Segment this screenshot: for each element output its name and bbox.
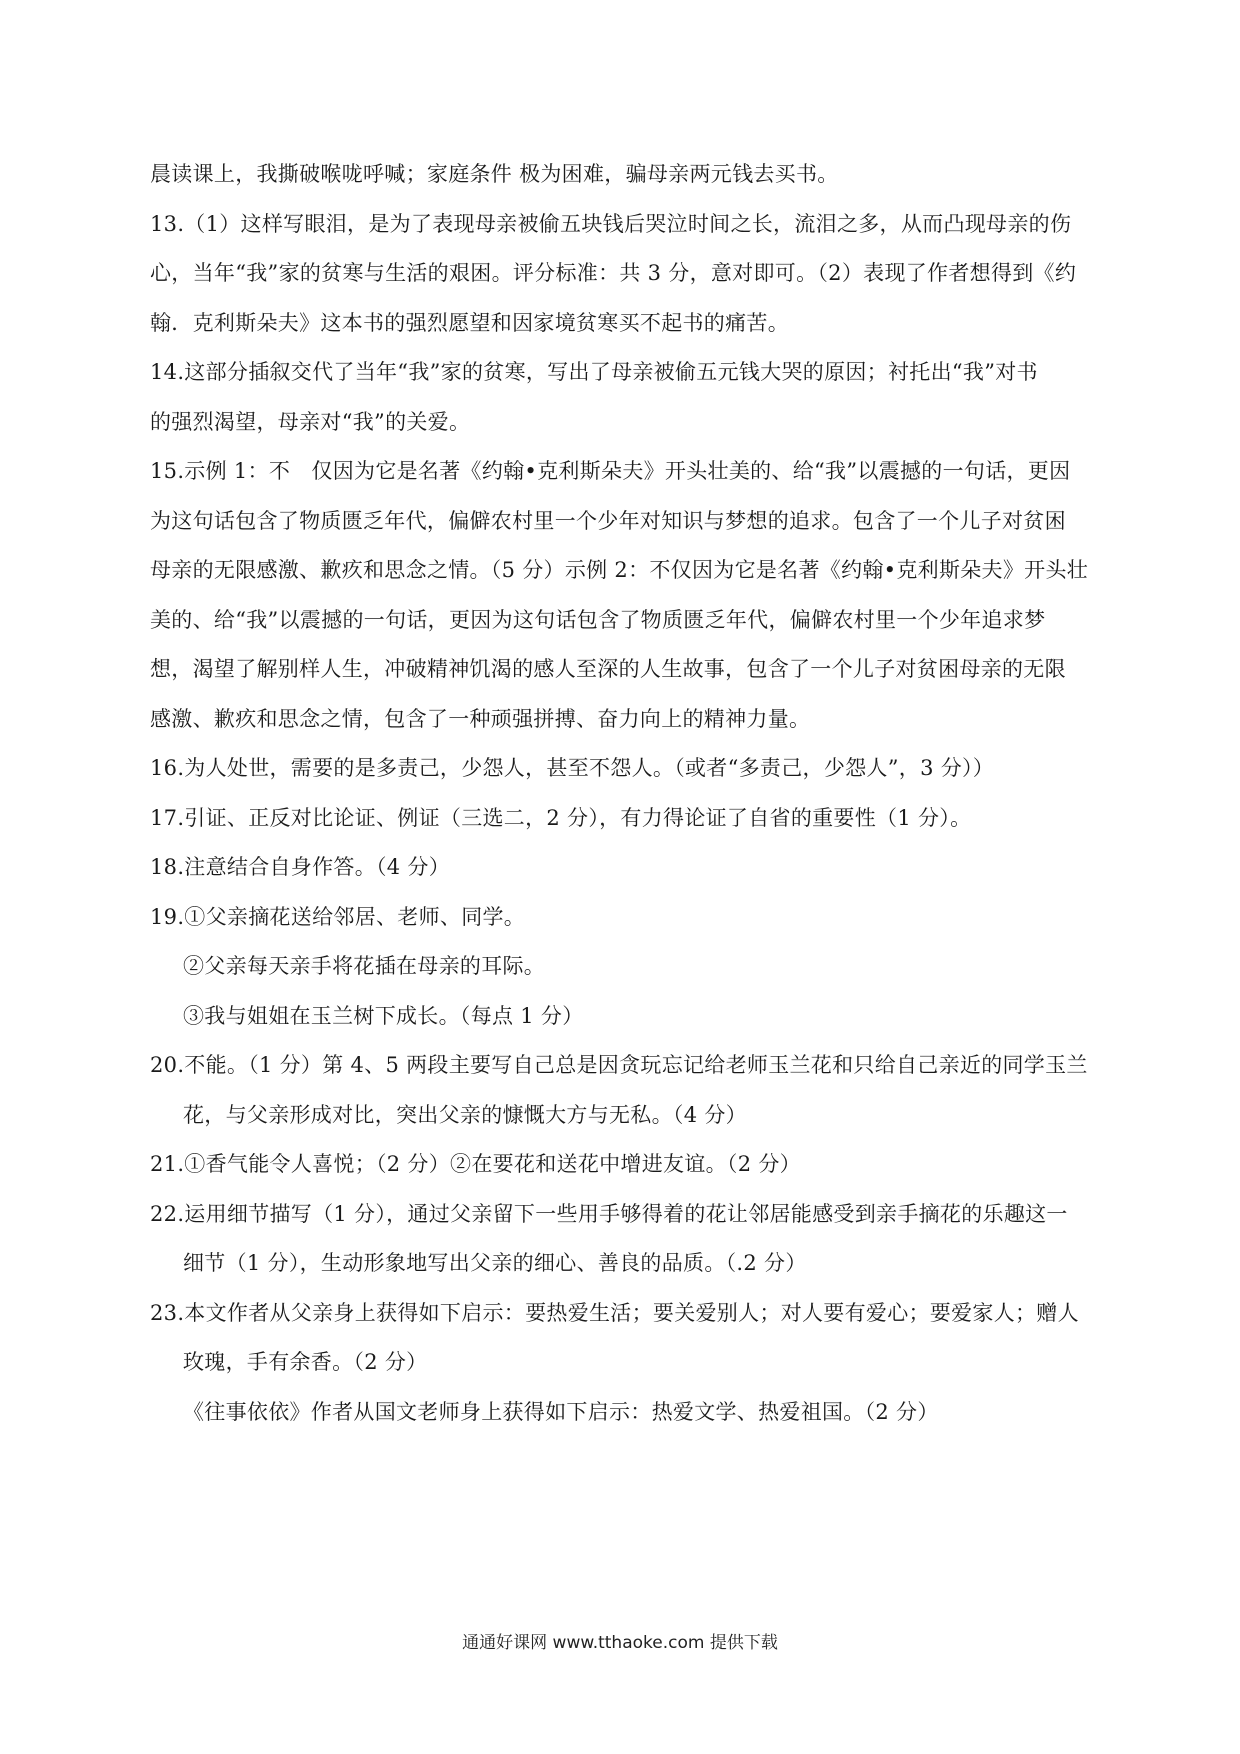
text-line: 14.这部分插叙交代了当年“我”家的贫寒，写出了母亲被偷五元钱大哭的原因；衬托出“我”对书	[150, 360, 1038, 384]
page-footer: 通通好课网 www.tthaoke.com 提供下载	[462, 1633, 778, 1653]
text-line: 16.为人处世，需要的是多责己，少怨人，甚至不怨人。（或者“多责己，少怨人”，3 分））	[150, 756, 995, 780]
text-line: 17.引证、正反对比论证、例证（三选二，2 分），有力得论证了自省的重要性（1 分）。	[150, 805, 972, 830]
text-line: 13.（1）这样写眼泪，是为了表现母亲被偷五块钱后哭泣时间之长，流泪之多，从而凸现母亲的伤	[150, 211, 1072, 236]
text-line: 19.①父亲摘花送给邻居、老师、同学。	[150, 904, 526, 929]
text-line: 18.注意结合自身作答。（4 分）	[150, 855, 451, 879]
text-line: 23.本文作者从父亲身上获得如下启示：要热爱生活；要关爱别人；对人要有爱心；要爱家人；赠人	[150, 1300, 1079, 1325]
text-line: 玫瑰，手有余香。（2 分）	[183, 1350, 428, 1374]
answer-text-body	[150, 150, 1100, 1437]
text-line: 15.示例 1：不 仅因为它是名著《约翰•克利斯朵夫》开头壮美的、给“我”以震撼的一句话，更因	[150, 459, 1071, 483]
text-line: 晨读课上，我撕破喉咙呼喊；家庭条件 极为困难，骗母亲两元钱去买书。	[150, 162, 839, 186]
text-line: 《往事依依》作者从国文老师身上获得如下启示：热爱文学、热爱祖国。（2 分）	[183, 1399, 939, 1424]
text-line: ③我与姐姐在玉兰树下成长。（每点 1 分）	[183, 1003, 584, 1028]
text-line: 感激、歉疚和思念之情，包含了一种顽强拼搏、奋力向上的精神力量。	[150, 706, 811, 731]
text-line: 为这句话包含了物质匮乏年代，偏僻农村里一个少年对知识与梦想的追求。包含了一个儿子对贫困	[150, 508, 1066, 533]
text-line: 的强烈渴望，母亲对“我”的关爱。	[150, 409, 471, 434]
text-line: 母亲的无限感激、歉疚和思念之情。（5 分）示例 2：不仅因为它是名著《约翰•克利斯朵夫》开头壮	[150, 558, 1089, 582]
text-line: ②父亲每天亲手将花插在母亲的耳际。	[183, 954, 546, 978]
text-line: 22.运用细节描写（1 分），通过父亲留下一些用手够得着的花让邻居能感受到亲手摘花的乐趣这一	[150, 1201, 1068, 1226]
text-line: 想，渴望了解别样人生，冲破精神饥渴的感人至深的人生故事，包含了一个儿子对贫困母亲的无限	[150, 657, 1066, 681]
text-line: 20.不能。（1 分）第 4、5 两段主要写自己总是因贪玩忘记给老师玉兰花和只给自己亲近的同学玉兰	[150, 1053, 1088, 1077]
text-line: 花，与父亲形成对比，突出父亲的慷慨大方与无私。（4 分）	[183, 1102, 747, 1127]
text-line: 心，当年“我”家的贫寒与生活的艰困。评分标准：共 3 分，意对即可。（2）表现了作者想得到《约	[150, 261, 1077, 285]
text-line: 美的、给“我”以震撼的一句话，更因为这句话包含了物质匮乏年代，偏僻农村里一个少年追求梦	[150, 607, 1046, 632]
text-line: 21.①香气能令人喜悦；（2 分）②在要花和送花中增进友谊。（2 分）	[150, 1152, 801, 1176]
text-line: 翰．克利斯朵夫》这本书的强烈愿望和因家境贫寒买不起书的痛苦。	[150, 310, 789, 335]
text-line: 细节（1 分），生动形象地写出父亲的细心、善良的品质。（.2 分）	[183, 1251, 807, 1275]
